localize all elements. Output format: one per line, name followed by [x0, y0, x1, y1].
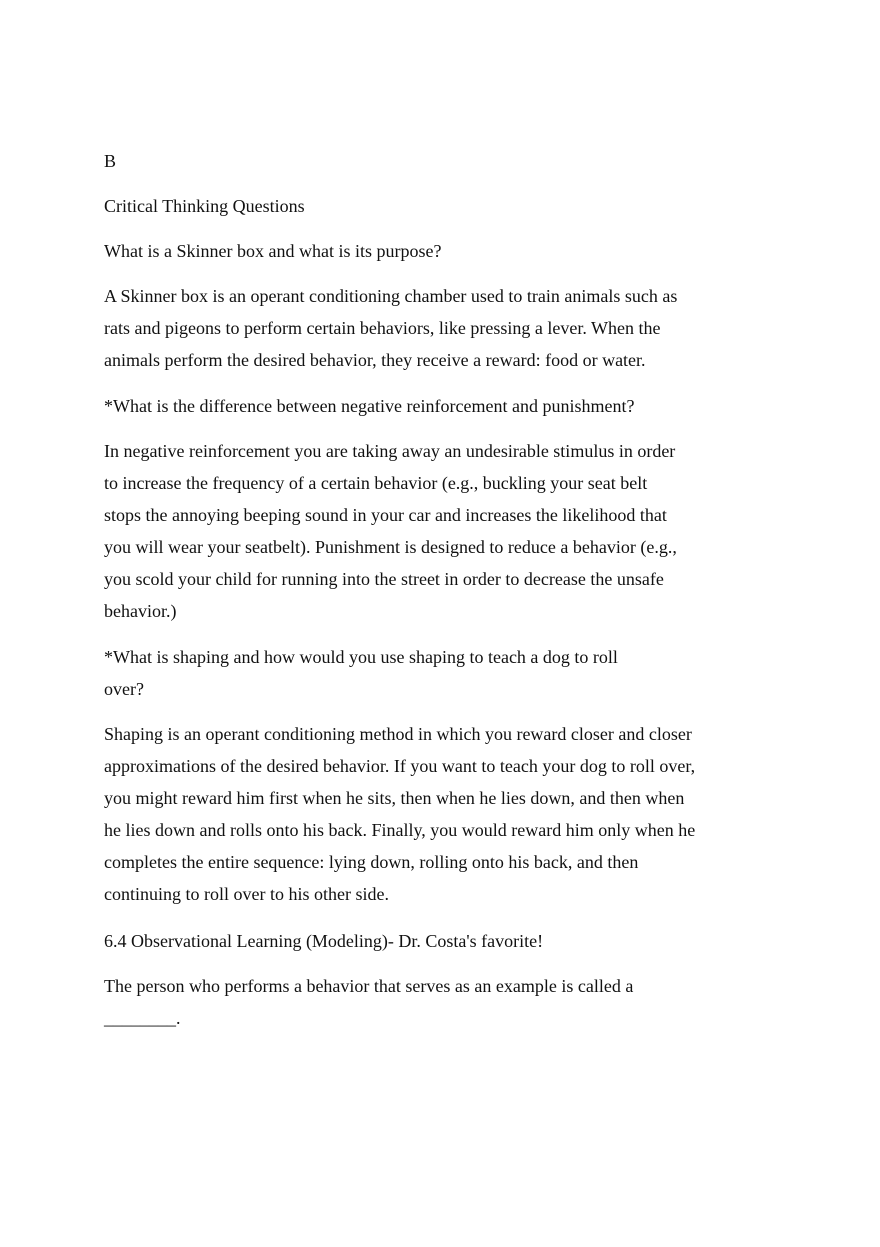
- question-skinner-box: What is a Skinner box and what is its purpose?: [104, 241, 442, 261]
- section-letter: B: [104, 151, 117, 171]
- question-shaping: *What is shaping and how would you use shaping to teach a dog to roll over?: [104, 647, 618, 699]
- answer-negative-reinforcement: In negative reinforcement you are taking away an undesirable stimulus in order to increase the frequency of a certain behavior (e.g., buckling your seat belt stops the annoying beeping sound in your car and increases the likelihood that you will wear your seatbelt). Punishment is designed to reduce a behavior (e.g., you scold your child for running into the street in order to decrease the unsafe behavior.): [104, 441, 677, 621]
- question-model-fill-in: The person who performs a behavior that serves as an example is called a ________.: [104, 976, 634, 1028]
- answer-skinner-box: A Skinner box is an operant conditioning chamber used to train animals such as rats and pigeons to perform certain behaviors, like pressing a lever. When the animals perform the desired behavior, they receive a reward: food or water.: [104, 286, 678, 370]
- heading-critical-thinking: Critical Thinking Questions: [104, 196, 305, 216]
- section-heading-observational-learning: 6.4 Observational Learning (Modeling)- Dr. Costa's favorite!: [104, 931, 544, 951]
- question-negative-reinforcement: *What is the difference between negative reinforcement and punishment?: [104, 396, 635, 416]
- answer-shaping: Shaping is an operant conditioning method in which you reward closer and closer approximations of the desired behavior. If you want to teach your dog to roll over, you might reward him first when he sits, then when he lies down, and then when he lies down and rolls onto his back. Finally, you would reward him only when he completes the entire sequence: lying down, rolling onto his back, and then continuing to roll over to his other side.: [104, 724, 696, 904]
